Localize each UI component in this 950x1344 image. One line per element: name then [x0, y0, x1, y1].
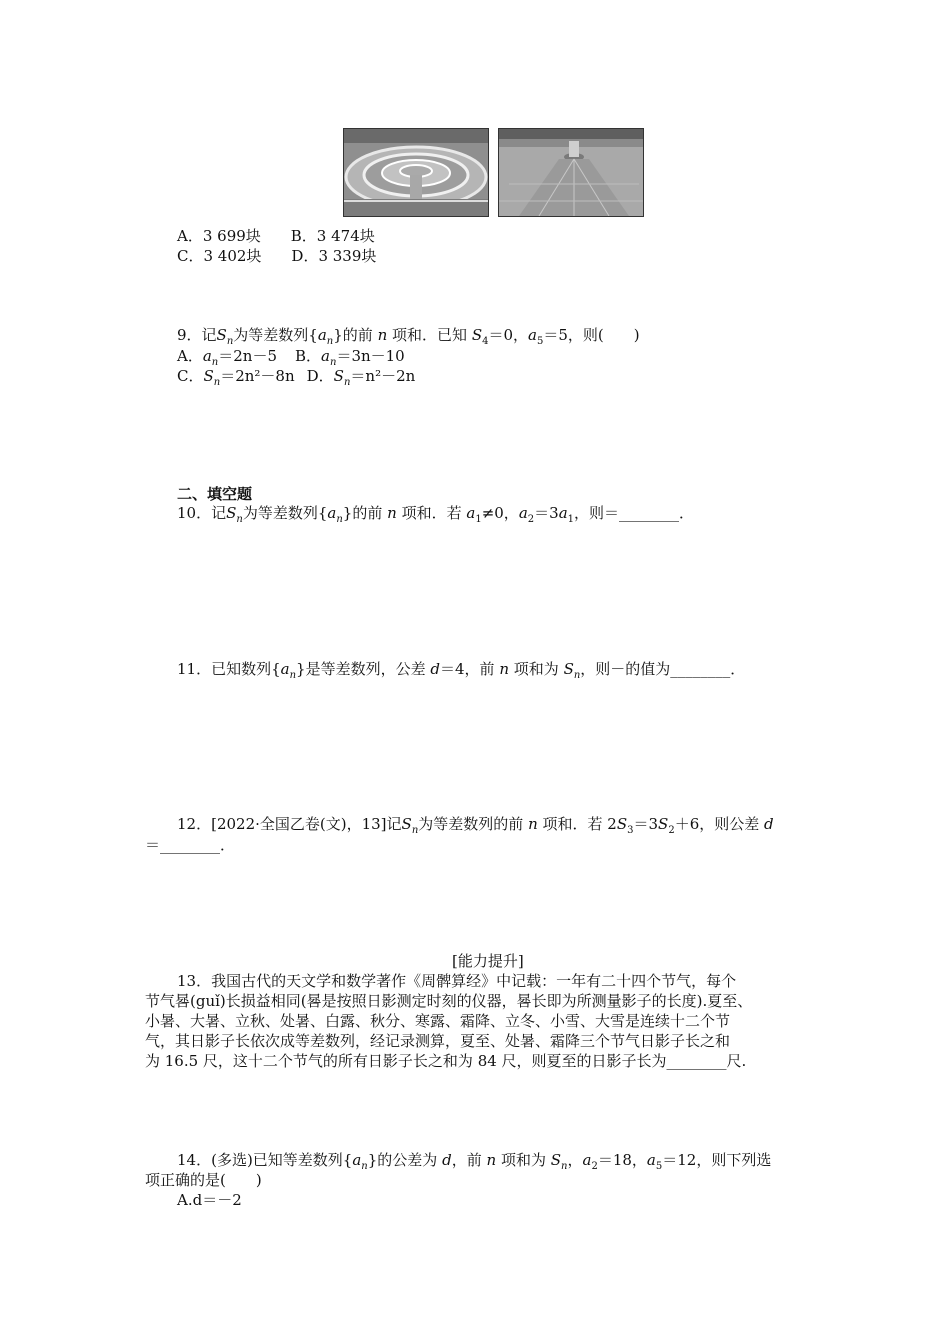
q10-text-1: 为等差数列{ — [242, 504, 328, 522]
q9-text-2: }的前 — [333, 326, 373, 344]
q14-number: 14．(多选)已知等差数列{ — [177, 1151, 353, 1169]
q12-text-2: 项和．若 2 — [542, 815, 617, 833]
q10-text-4: ≠0， — [481, 504, 519, 522]
q12-text-1: 为等差数列的前 — [418, 815, 524, 833]
q9-options-cd: C．$S_n=2n^2-8n$ D．$S_n=n^2-2n$ — [177, 367, 416, 388]
q9-number: 9．记 — [177, 326, 217, 344]
q12-line1: 12．[2022·全国乙卷(文)，13]记$S_n$为等差数列的前 n 项和．若 $2S_3=3S_2+6$，则公差 d — [177, 815, 774, 836]
stone-floor-image — [499, 129, 643, 216]
q9-option-c-label: C． — [177, 367, 204, 385]
q8-row1 — [177, 226, 375, 246]
q13-line5: 为 16.5 尺，这十二个节气的所有日影子长之和为 84 尺，则夏至的日影子长为________尺. — [145, 1052, 747, 1070]
q11-text-4: ，则－的值为________． — [580, 660, 746, 678]
q14-text-5: ＝12，则下列选 — [662, 1151, 772, 1169]
q8-option-a: A．3 699块 — [177, 227, 261, 245]
q13-line1: 13．我国古代的天文学和数学著作《周髀算经》中记载：一年有二十四个节气，每个 — [177, 972, 737, 990]
q9-text-1: 为等差数列{ — [233, 326, 318, 344]
q10-text-5: ＝3 — [534, 504, 559, 522]
q12-line2: ＝________． — [145, 836, 236, 854]
q9-option-d: ＝n²－2n — [350, 367, 416, 385]
q12-text-3: ＝3 — [633, 815, 659, 833]
q12-text-4: ＋6，则公差 — [674, 815, 760, 833]
q11-text-1: }是等差数列，公差 — [296, 660, 426, 678]
q8-row2 — [177, 246, 376, 266]
altar-rings-image — [344, 129, 488, 216]
q9-text-3: 项和．已知 — [392, 326, 468, 344]
q9-option-b-label: B． — [295, 347, 322, 365]
q10-text-2: }的前 — [342, 504, 383, 522]
q9-text-5: ＝5，则( ) — [543, 326, 640, 344]
q9-options-ab: A．$a_n=2n-5$ B．$a_n=3n-10$ — [177, 347, 405, 368]
q11-text-2: ＝4，前 — [439, 660, 495, 678]
q11-stem: 11．已知数列$\{a_n\}$是等差数列，公差 d＝4，前 n 项和为 $S_n$，则－的值为________． — [177, 660, 746, 681]
section-title-fill-in: 二、填空题 — [177, 485, 253, 503]
q14-line1: 14．(多选)已知等差数列$\{a_n\}$的公差为 d，前 n 项和为 $S_n$，$a_2=18$，$a_5=12$，则下列选 — [177, 1151, 772, 1172]
q14-text-1: }的公差为 — [367, 1151, 438, 1169]
q14-text-2: ，前 — [451, 1151, 482, 1169]
q9-option-c: ＝2n²－8n — [220, 367, 295, 385]
q10-text-6: ，则＝________． — [574, 504, 695, 522]
q13-line3: 小暑、大暑、立秋、处暑、白露、秋分、寒露、霜降、立冬、小雪、大雪是连续十二个节 — [145, 1012, 731, 1030]
altar-rings-photo — [343, 128, 489, 217]
q8-option-d: D．3 339块 — [291, 247, 377, 265]
q8-option-b: B．3 474块 — [290, 227, 375, 245]
q14-text-4: ＝18， — [597, 1151, 647, 1169]
q9-option-a-label: A． — [177, 347, 203, 365]
stone-floor-photo — [498, 128, 644, 217]
q14-option-a: A.d＝－2 — [177, 1191, 242, 1209]
q9-text-4: ＝0， — [488, 326, 529, 344]
q11-text-3: 项和为 — [513, 660, 559, 678]
q9-option-b: ＝3n－10 — [336, 347, 405, 365]
q10-number: 10．记 — [177, 504, 227, 522]
q11-number: 11．已知数列{ — [177, 660, 281, 678]
q12-source: 12．[2022·全国乙卷(文)，13]记 — [177, 815, 402, 833]
q14-text-3: 项和为 — [500, 1151, 546, 1169]
ability-heading: [能力提升] — [452, 952, 524, 970]
q9-option-a: ＝2n－5 — [218, 347, 277, 365]
q9-option-d-label: D． — [306, 367, 334, 385]
q13-line4: 气，其日影子长依次成等差数列，经记录测算，夏至、处暑、霜降三个节气日影子长之和 — [145, 1032, 731, 1050]
q8-option-c: C．3 402块 — [177, 247, 262, 265]
q13-line2: 节气晷(guǐ)长损益相同(晷是按照日影测定时刻的仪器，晷长即为所测量影子的长度).夏至、 — [145, 992, 753, 1010]
q14-line2: 项正确的是( ) — [145, 1171, 262, 1189]
q10-stem: 10．记$S_n$为等差数列$\{a_n\}$的前 n 项和．若 $a_1\ne 0$，$a_2=3a_1$，则＝________． — [177, 504, 695, 525]
q9-stem: 9．记$S_n$为等差数列$\{a_n\}$的前 n 项和．已知 $S_4=0$，$a_5=5$，则( ) — [177, 326, 640, 347]
q10-text-3: 项和．若 — [401, 504, 462, 522]
